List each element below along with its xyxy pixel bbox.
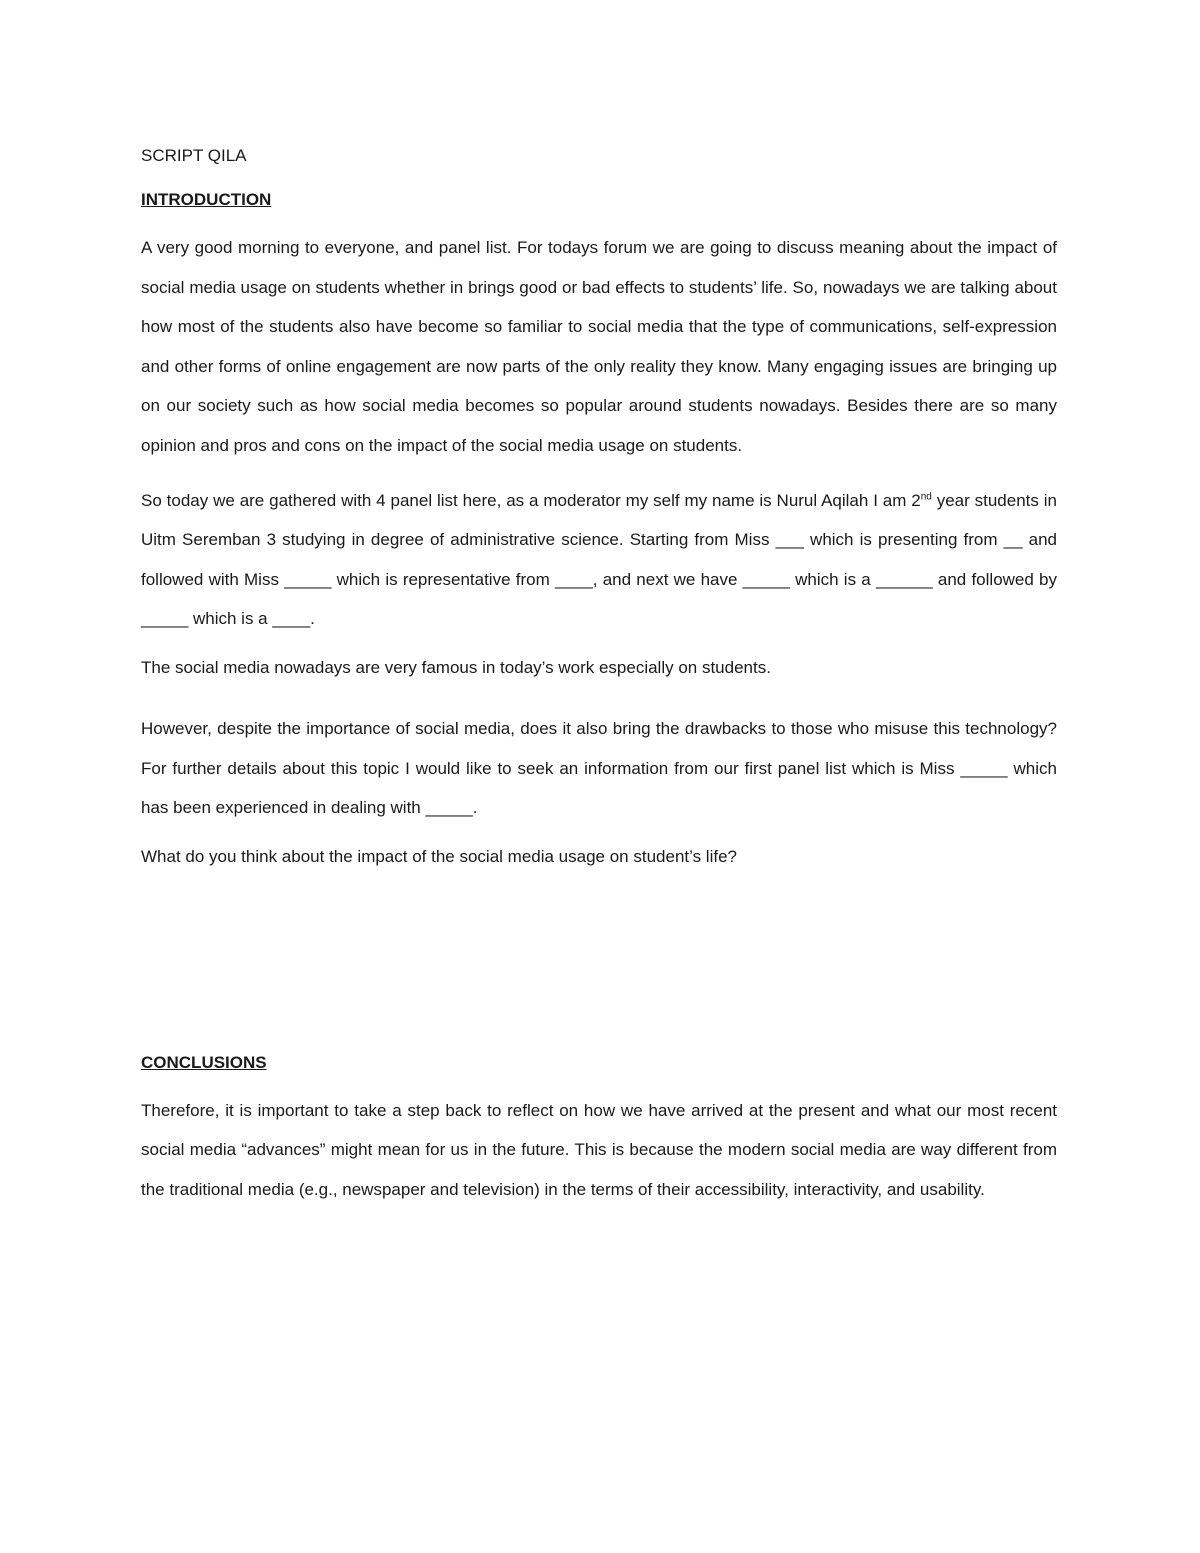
introduction-paragraph-5: What do you think about the impact of the social media usage on student’s life? — [141, 846, 737, 866]
ordinal-suffix: nd — [920, 490, 932, 502]
paragraph-2-text-end: year students in Uitm Seremban 3 studying in degree of administrative science. Starting from Miss ___ which is presenting from __ and followed with Miss _____ which is representative from ____, and next we have _____ which is a ______ and followed by _____ which is a ____. — [141, 490, 1057, 629]
introduction-paragraph-3: The social media nowadays are very famous in today’s work especially on students. — [141, 657, 771, 677]
conclusions-paragraph-1: Therefore, it is important to take a step back to reflect on how we have arrived at the present and what our most recent social media “advances” might mean for us in the future. This is because the modern social media are way different from the traditional media (e.g., newspaper and television) in the terms of their accessibility, interactivity, and usability. — [141, 1100, 1057, 1199]
conclusions-heading: CONCLUSIONS — [141, 1052, 267, 1072]
paragraph-2-text-start: So today we are gathered with 4 panel list here, as a moderator my self my name is Nurul Aqilah I am 2 — [141, 490, 921, 510]
introduction-heading: INTRODUCTION — [141, 190, 272, 209]
blank-space — [141, 871, 1057, 1049]
document-body — [141, 142, 1057, 1225]
introduction-paragraph-4: However, despite the importance of social media, does it also bring the drawbacks to those who misuse this technology? For further details about this topic I would like to seek an information from our first panel list which is Miss _____ which has been experienced in dealing with _____. — [141, 718, 1057, 818]
introduction-paragraph-1: A very good morning to everyone, and panel list. For todays forum we are going to discuss meaning about the impact of social media usage on students whether in brings good or bad effects to students’ life. So, nowadays we are talking about how most of the students also have become so familiar to social media that the type of communications, self-expression and other forms of online engagement are now parts of the only reality they know. Many engaging issues are bringing up on our society such as how social media becomes so popular around students nowadays. Besides there are so many opinion and pros and cons on the impact of the social media usage on students. — [141, 238, 1057, 455]
document-title: SCRIPT QILA — [141, 146, 247, 165]
introduction-paragraph-2 — [141, 481, 1057, 639]
